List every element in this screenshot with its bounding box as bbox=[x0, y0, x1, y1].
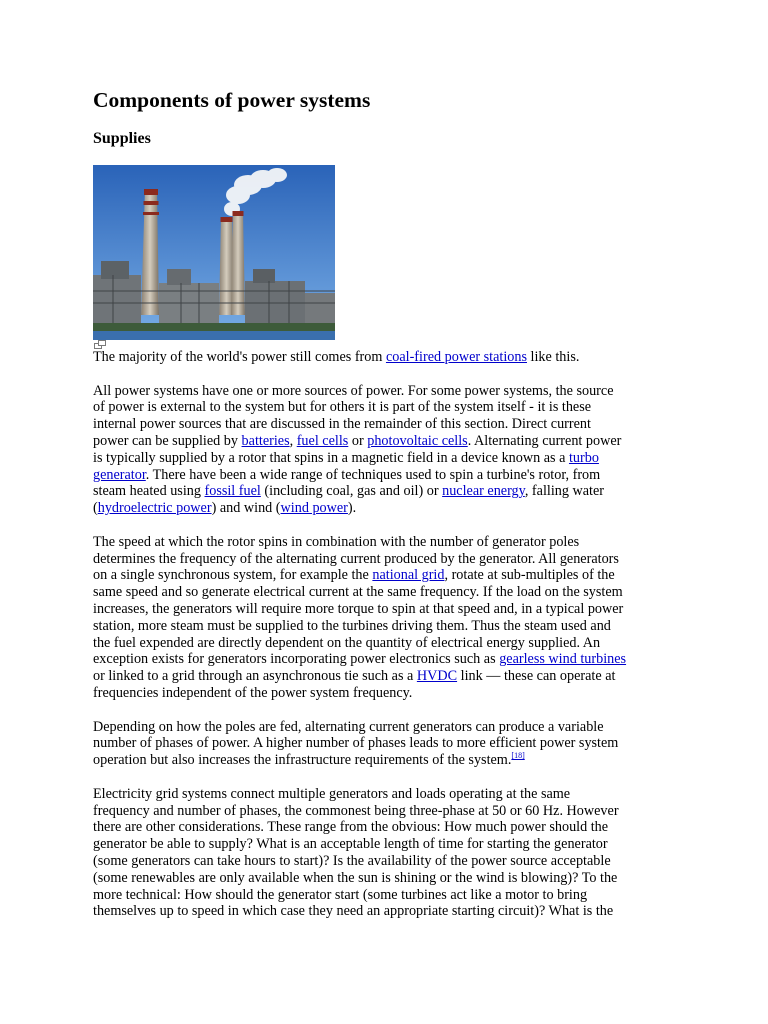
reference-18-link[interactable]: [18] bbox=[511, 751, 525, 761]
link-nuclear-energy[interactable]: nuclear energy bbox=[442, 483, 525, 500]
paragraph-grid-systems: Electricity grid systems connect multiple generators and loads operating at the same frequency and number of phases, the commonest being three-phase at 50 or 60 Hz. However there are other considerations. These range from the obvious: How much power should the generator be able to supply? What is an acceptable length of time for starting the generator (some generators can take hours to start)? Is the availability of the power source acceptable (some renewables are only available when the sun is shining or the wind is blowing)? To the more technical: How should the generator start (some turbines act like a motor to bring themselves up to speed in which case they need an appropriate starting circuit)? What is the bbox=[93, 785, 619, 920]
link-wind-power[interactable]: wind power bbox=[280, 500, 348, 517]
paragraph-phases: Depending on how the poles are fed, alternating current generators can produce a variable number of phases of power. A higher number of phases leads to more efficient power system operation but also increases the infrastructure requirements of the system.[18] bbox=[93, 718, 619, 769]
link-hvdc[interactable]: HVDC bbox=[416, 668, 458, 685]
link-fossil-fuel[interactable]: fossil fuel bbox=[204, 483, 261, 500]
image-caption: The majority of the world's power still comes from coal-fired power stations like this. bbox=[93, 349, 580, 365]
section-heading: Supplies bbox=[93, 130, 151, 147]
link-national-grid[interactable]: national grid bbox=[372, 567, 445, 584]
link-fuel-cells[interactable]: fuel cells bbox=[296, 432, 349, 449]
page-title: Components of power systems bbox=[93, 88, 371, 112]
paragraph-power-sources: All power systems have one or more sources of power. For some power systems, the source of power is external to the system but for others it is part of the system itself - it is these internal power sources that are discussed in the remainder of this section. Direct current power can be supplied by batteries, fuel cells or photovoltaic cells. Alternating current power is typically supplied by a rotor that spins in a magnetic field in a device known as a turbo generator. There have been a wide range of techniques used to spin a turbine's rotor, from steam heated using fossil fuel (including coal, gas and oil) or nuclear energy, falling water (hydroelectric power) and wind (wind power). bbox=[93, 382, 622, 517]
link-coal-fired-power-stations[interactable]: coal-fired power stations bbox=[385, 349, 527, 365]
link-hydroelectric-power[interactable]: hydroelectric power bbox=[97, 500, 212, 517]
link-batteries[interactable]: batteries bbox=[241, 432, 290, 449]
link-photovoltaic-cells[interactable]: photovoltaic cells bbox=[367, 432, 468, 449]
paragraph-rotor-speed: The speed at which the rotor spins in combination with the number of generator poles determines the frequency of the alternating current produced by the generator. All generators on a single synchronous system, for example the national grid, rotate at sub-multiples of the same speed and so generate electrical current at the same frequency. If the load on the system increases, the generators will require more torque to spin at that speed and, in a typical power station, more steam must be supplied to the turbines driving them. Thus the steam used and the fuel expended are directly dependent on the quantity of electrical energy supplied. An exception exists for generators incorporating power electronics such as gearless wind turbines or linked to a grid through an asynchronous tie such as a HVDC link — these can operate at frequencies independent of the power system frequency. bbox=[93, 533, 627, 701]
link-turbo-generator[interactable]: turbo bbox=[568, 449, 599, 466]
link-gearless-wind-turbines[interactable]: gearless wind turbines bbox=[499, 651, 627, 668]
link-turbo-generator-cont[interactable]: generator bbox=[93, 466, 146, 483]
image-placeholder-icon bbox=[94, 340, 106, 349]
power-station-photo bbox=[93, 165, 335, 340]
article-body bbox=[93, 349, 683, 937]
